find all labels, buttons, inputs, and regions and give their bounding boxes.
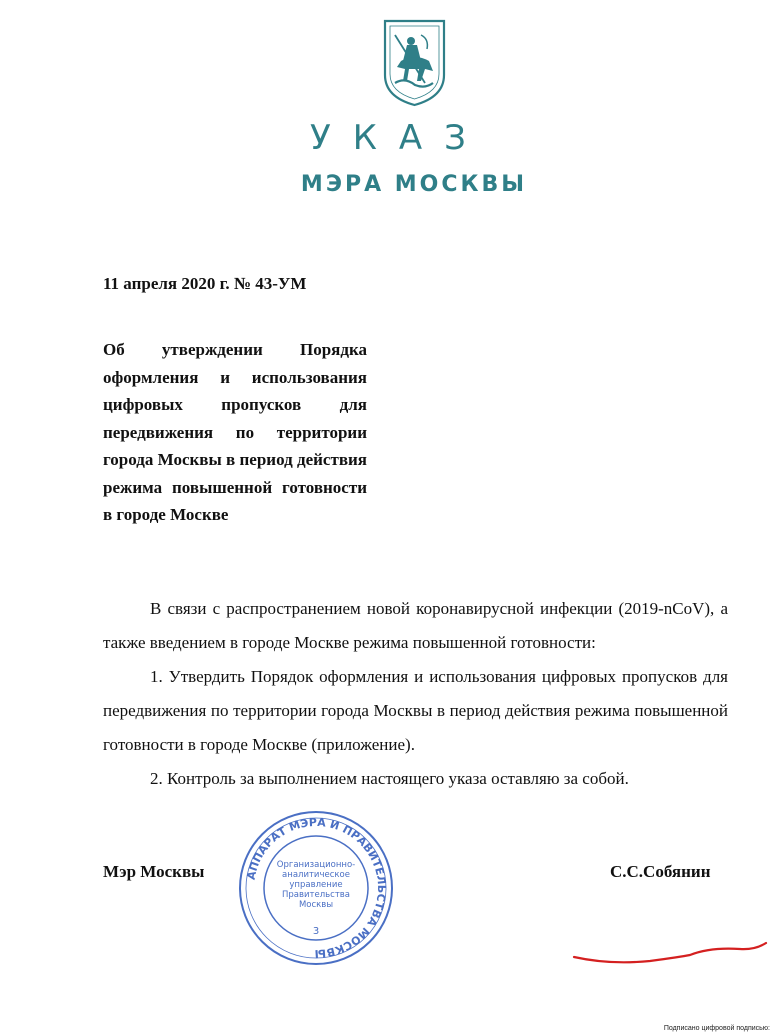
decree-subject: Об утверждении Порядка оформления и использования цифровых пропусков для передвижения по территории города Москвы в период действия режима повышенной готовности в городе Москве (103, 340, 367, 524)
document-type-title: УКАЗ (310, 118, 488, 158)
stamp-number: 3 (312, 926, 320, 937)
signatory-name: С.С.Собянин (610, 862, 711, 881)
decree-body (103, 592, 728, 796)
issuer-title: МЭРА МОСКВЫ (300, 172, 528, 197)
clause-2-paragraph: 2. Контроль за выполнением настоящего указа оставляю за собой. (150, 769, 629, 788)
date-and-number: 11 апреля 2020 г. № 43-УМ (103, 274, 307, 293)
clause-1-paragraph: 1. Утвердить Порядок оформления и использования цифровых пропусков для передвижения по территории города Москвы в период действия режима повышенной готовности в городе Москве (приложение). (103, 667, 728, 754)
handwritten-signature (570, 935, 770, 975)
signatory-position: Мэр Москвы (103, 862, 205, 881)
official-stamp (236, 808, 396, 968)
stamp-inner-text: Организационно-аналитическое управление Правительства Москвы (276, 860, 356, 910)
preamble-paragraph: В связи с распространением новой коронавирусной инфекции (2019-nCoV), а также введением в городе Москве режима повышенной готовности: (103, 599, 728, 652)
stamp-outer-text: АППАРАТ МЭРА И ПРАВИТЕЛЬСТВА МОСКВЫ (244, 815, 389, 961)
digital-signature-note: Подписано цифровой подписью: (663, 1025, 770, 1032)
moscow-coat-of-arms-icon (381, 17, 448, 107)
